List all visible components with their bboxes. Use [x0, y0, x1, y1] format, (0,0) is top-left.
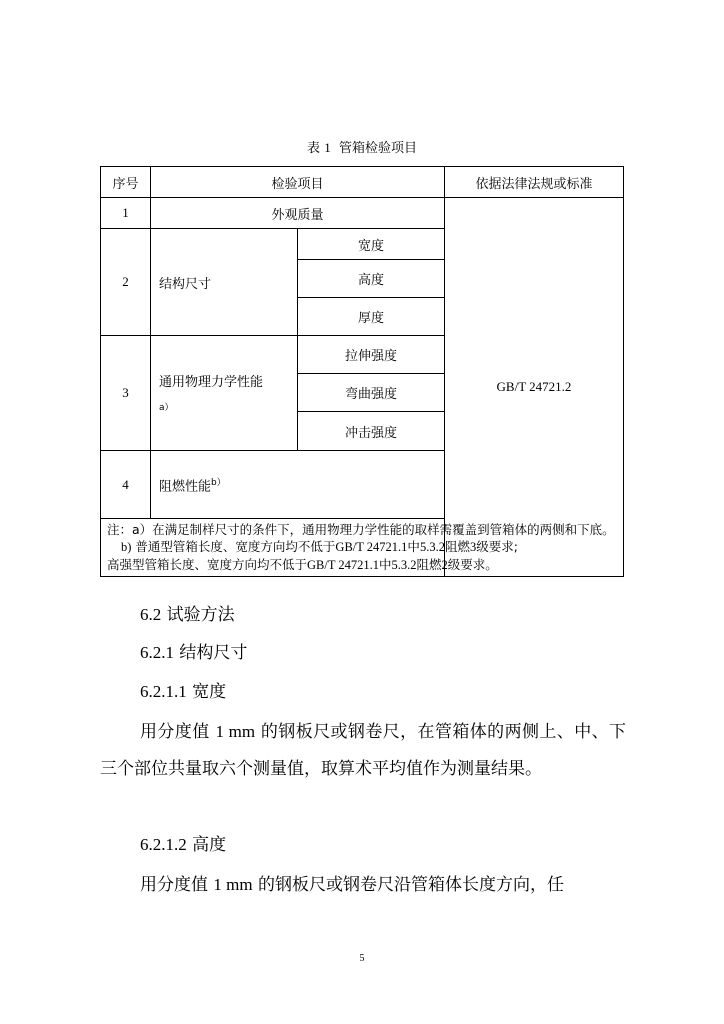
heading-6-2-1-2: 6.2.1.2 高度	[140, 835, 227, 855]
row2-seq: 2	[101, 229, 151, 336]
row3-seq: 3	[101, 336, 151, 451]
paragraph-height: 用分度值 1 mm 的钢板尺或钢卷尺沿管箱体长度方向，任	[140, 875, 565, 895]
row2-item: 结构尺寸	[151, 229, 298, 336]
heading-6-2-1: 6.2.1 结构尺寸	[140, 643, 248, 663]
heading-6-2-1-1: 6.2.1.1 宽度	[140, 682, 227, 702]
page-number: 5	[359, 953, 365, 964]
table-caption: 表 1 管箱检验项目	[307, 140, 417, 156]
row2-sub-thickness: 厚度	[298, 298, 445, 336]
inspection-table	[100, 166, 624, 577]
row1-item: 外观质量	[151, 198, 445, 229]
row2-sub-width: 宽度	[298, 229, 445, 260]
row3-sub-tensile: 拉伸强度	[298, 336, 445, 374]
header-seq: 序号	[101, 167, 151, 198]
row3-sub-bending: 弯曲强度	[298, 374, 445, 412]
paragraph-width: 用分度值 1 mm 的钢板尺或钢卷尺，在管箱体的两侧上、中、下三个部位共量取六个测量值，取算术平均值作为测量结果。	[100, 722, 627, 779]
row4-seq: 4	[101, 451, 151, 519]
row2-sub-height: 高度	[298, 260, 445, 298]
row3-item: 通用物理力学性能 a）	[151, 336, 298, 451]
header-item: 检验项目	[151, 167, 445, 198]
row1-seq: 1	[101, 198, 151, 229]
standard-cell: GB/T 24721.2	[445, 198, 624, 577]
table-note: 注：a）在满足制样尺寸的条件下，通用物理力学性能的取样需覆盖到管箱体的两侧和下底。 b) 普通型管箱长度、宽度方向均不低于GB/T 24721.1中5.3.2阻燃3级要求; 高强型管箱长度、宽度方向均不低于GB/T 24721.1中5.3.2阻燃2级要求。	[101, 519, 624, 577]
header-standard: 依据法律法规或标准	[445, 167, 624, 198]
heading-6-2: 6.2 试验方法	[140, 605, 235, 625]
row3-sub-impact: 冲击强度	[298, 412, 445, 451]
row4-item: 阻燃性能$^{b)}$	[151, 451, 445, 519]
